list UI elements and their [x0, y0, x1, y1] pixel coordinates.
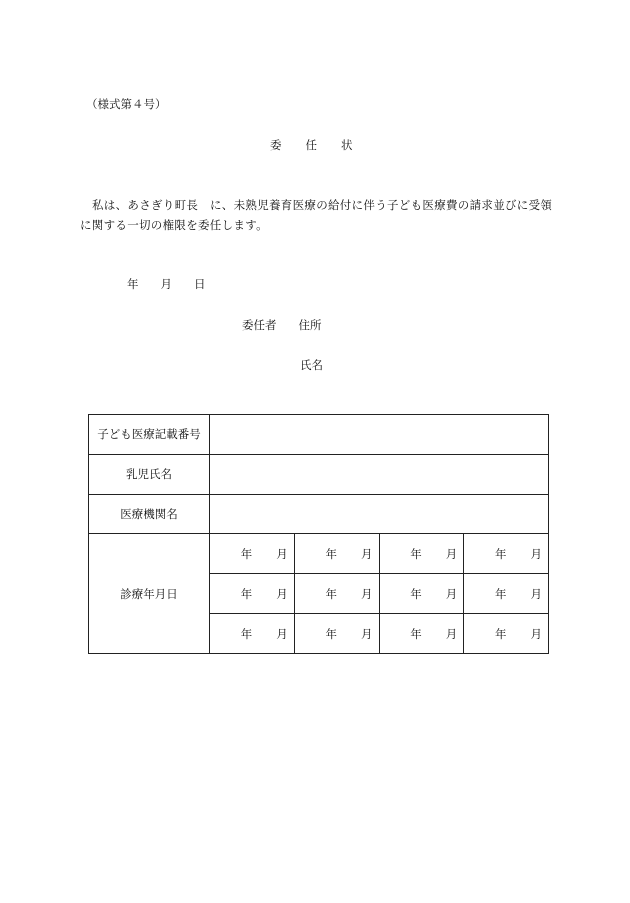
medical-institution-field[interactable]	[210, 494, 549, 534]
delegation-statement-text: 私は、あさぎり町長 に、未熟児養育医療の給付に伴う子ども医療費の請求並びに受領に関する一切の権限を委任します。	[80, 198, 553, 232]
address-label: 住所	[298, 318, 322, 332]
treatment-date-cell[interactable]: 年 月	[379, 574, 464, 614]
principal-role-label: 委任者	[242, 318, 277, 332]
treatment-date-cell[interactable]: 年 月	[464, 614, 549, 654]
treatment-date-cell[interactable]: 年 月	[464, 574, 549, 614]
infant-name-label: 乳児氏名	[89, 454, 210, 494]
principal-address-line	[242, 318, 322, 332]
form-number: （様式第４号）	[86, 97, 167, 111]
treatment-date-cell[interactable]: 年 月	[294, 534, 379, 574]
month-unit: 月	[160, 277, 172, 291]
title-char: 委	[270, 138, 282, 152]
delegation-statement	[80, 195, 555, 235]
treatment-date-cell[interactable]: 年 月	[379, 534, 464, 574]
table-row	[89, 534, 549, 574]
treatment-date-label: 診療年月日	[89, 534, 210, 654]
day-unit: 日	[194, 277, 206, 291]
info-table	[88, 414, 549, 654]
year-unit: 年	[127, 277, 139, 291]
name-label: 氏名	[300, 358, 323, 372]
principal-name-line	[300, 358, 323, 372]
treatment-date-cell[interactable]: 年 月	[464, 534, 549, 574]
title-char: 任	[305, 138, 317, 152]
treatment-date-cell[interactable]: 年 月	[210, 614, 295, 654]
medical-record-number-label: 子ども医療記載番号	[89, 415, 210, 455]
treatment-date-cell[interactable]: 年 月	[210, 574, 295, 614]
medical-record-number-field[interactable]	[210, 415, 549, 455]
treatment-date-cell[interactable]: 年 月	[379, 614, 464, 654]
medical-institution-label: 医療機関名	[89, 494, 210, 534]
table-row	[89, 494, 549, 534]
title-char: 状	[341, 138, 353, 152]
table-row	[89, 454, 549, 494]
date-line	[127, 277, 228, 291]
treatment-date-cell[interactable]: 年 月	[210, 534, 295, 574]
treatment-date-cell[interactable]: 年 月	[294, 614, 379, 654]
treatment-date-cell[interactable]: 年 月	[294, 574, 379, 614]
document-title	[270, 138, 353, 152]
infant-name-field[interactable]	[210, 454, 549, 494]
table-row	[89, 415, 549, 455]
